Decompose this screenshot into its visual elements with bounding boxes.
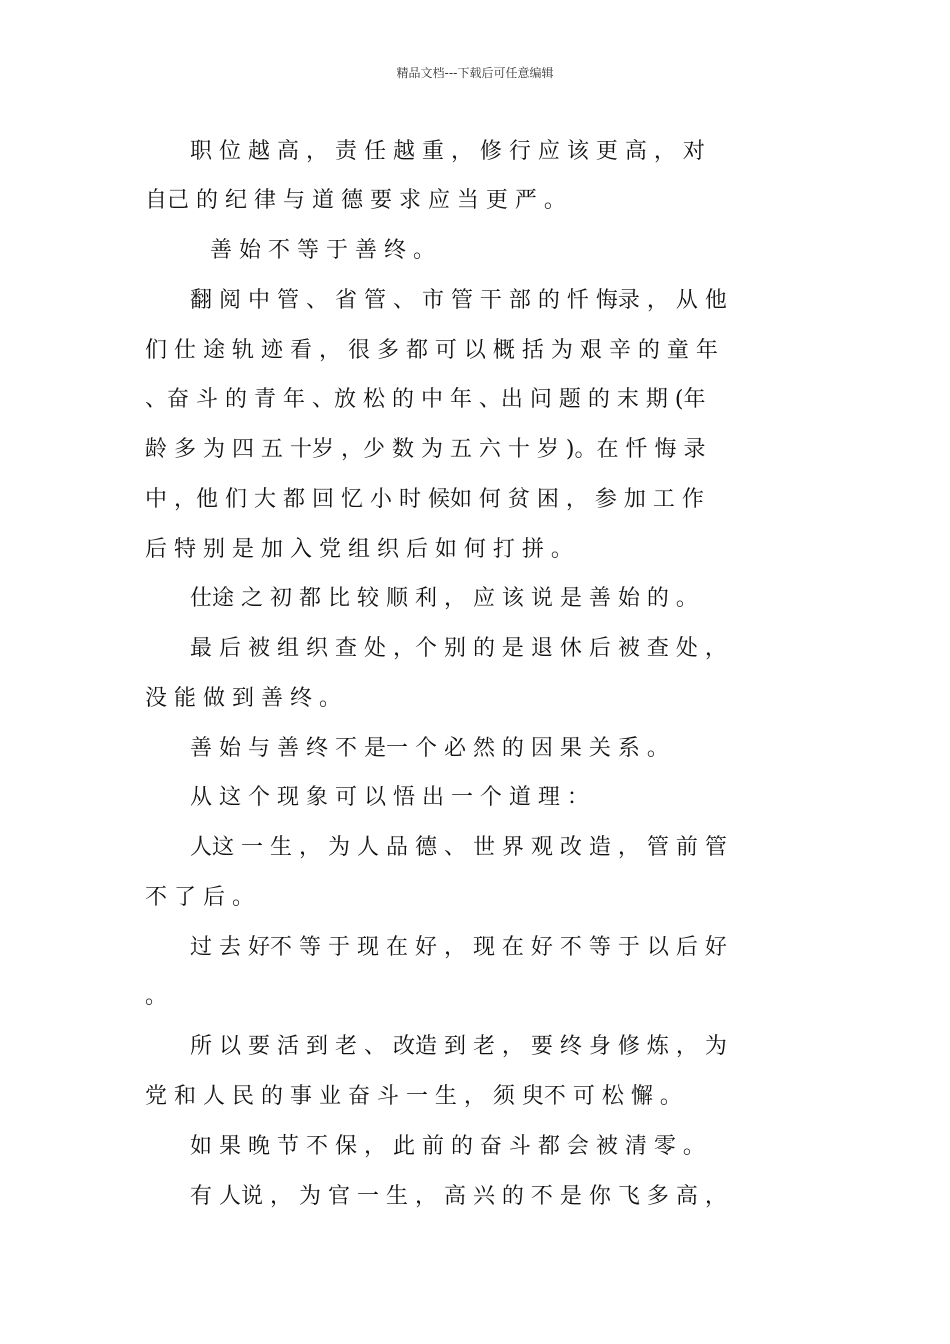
text-line: 。 (145, 984, 168, 1009)
text-line: 没 能 做 到 善 终 。 (145, 686, 341, 711)
text-line: 有 人说 ， 为 官 一 生 ， 高 兴 的 不 是 你 飞 多 高 ， (190, 1184, 727, 1209)
text-line: 、奋 斗 的 青 年 、放 松 的 中 年 、出 问 题 的 末 期 (年 (145, 387, 706, 412)
text-line: 后 特 别 是 加 入 党 组 织 后 如 何 打 拼 。 (145, 537, 573, 562)
text-line: 最 后 被 组 织 查 处 ，个 别 的 是 退 休 后 被 查 处 ， (190, 636, 727, 661)
text-line: 过 去 好不 等 于 现 在 好 ， 现 在 好 不 等 于 以 后 好 (190, 935, 727, 960)
text-line: 善 始 不 等 于 善 终 。 (210, 238, 435, 263)
text-line: 龄 多 为 四 五 十岁 ，少 数 为 五 六 十 岁 )。在 忏 悔 录 (145, 437, 706, 462)
text-line: 善 始 与 善 终 不 是一 个 必 然 的 因 果 关 系 。 (190, 736, 669, 761)
page-header: 精品文档---下载后可任意编辑 (396, 66, 554, 80)
text-line: 职 位 越 高 ， 责 任 越 重 ， 修 行 应 该 更 高 ， 对 (190, 139, 705, 164)
text-line: 仕途 之 初 都 比 较 顺 利 ， 应 该 说 是 善 始 的 。 (190, 586, 698, 611)
text-line: 所 以 要 活 到 老 、 改造 到 老 ， 要 终 身 修 炼 ， 为 (190, 1034, 727, 1059)
text-line: 翻 阅 中 管 、 省 管 、 市 管 干 部 的 忏 悔录 ， 从 他 (190, 288, 727, 313)
text-line: 如 果 晚 节 不 保 ， 此 前 的 奋 斗 都 会 被 清 零 。 (190, 1134, 705, 1159)
text-line: 从 这 个 现 象 可 以 悟 出 一 个 道 理 ： (190, 785, 589, 810)
text-line: 人这 一 生 ， 为 人 品 德 、 世 界 观 改 造 ， 管 前 管 (190, 835, 727, 860)
text-line: 们 仕 途 轨 迹 看 ， 很 多 都 可 以 概 括 为 艰 辛 的 童 年 (145, 338, 718, 363)
text-line: 党 和 人 民 的 事 业 奋 斗 一 生 ， 须 臾不 可 松 懈 。 (145, 1084, 682, 1109)
text-line: 自己 的 纪 律 与 道 德 要 求 应 当 更 严 。 (145, 188, 566, 213)
text-line: 中 ，他 们 大 都 回 忆 小 时 候如 何 贫 困 ， 参 加 工 作 (145, 487, 704, 512)
text-line: 不 了 后 。 (145, 885, 254, 910)
